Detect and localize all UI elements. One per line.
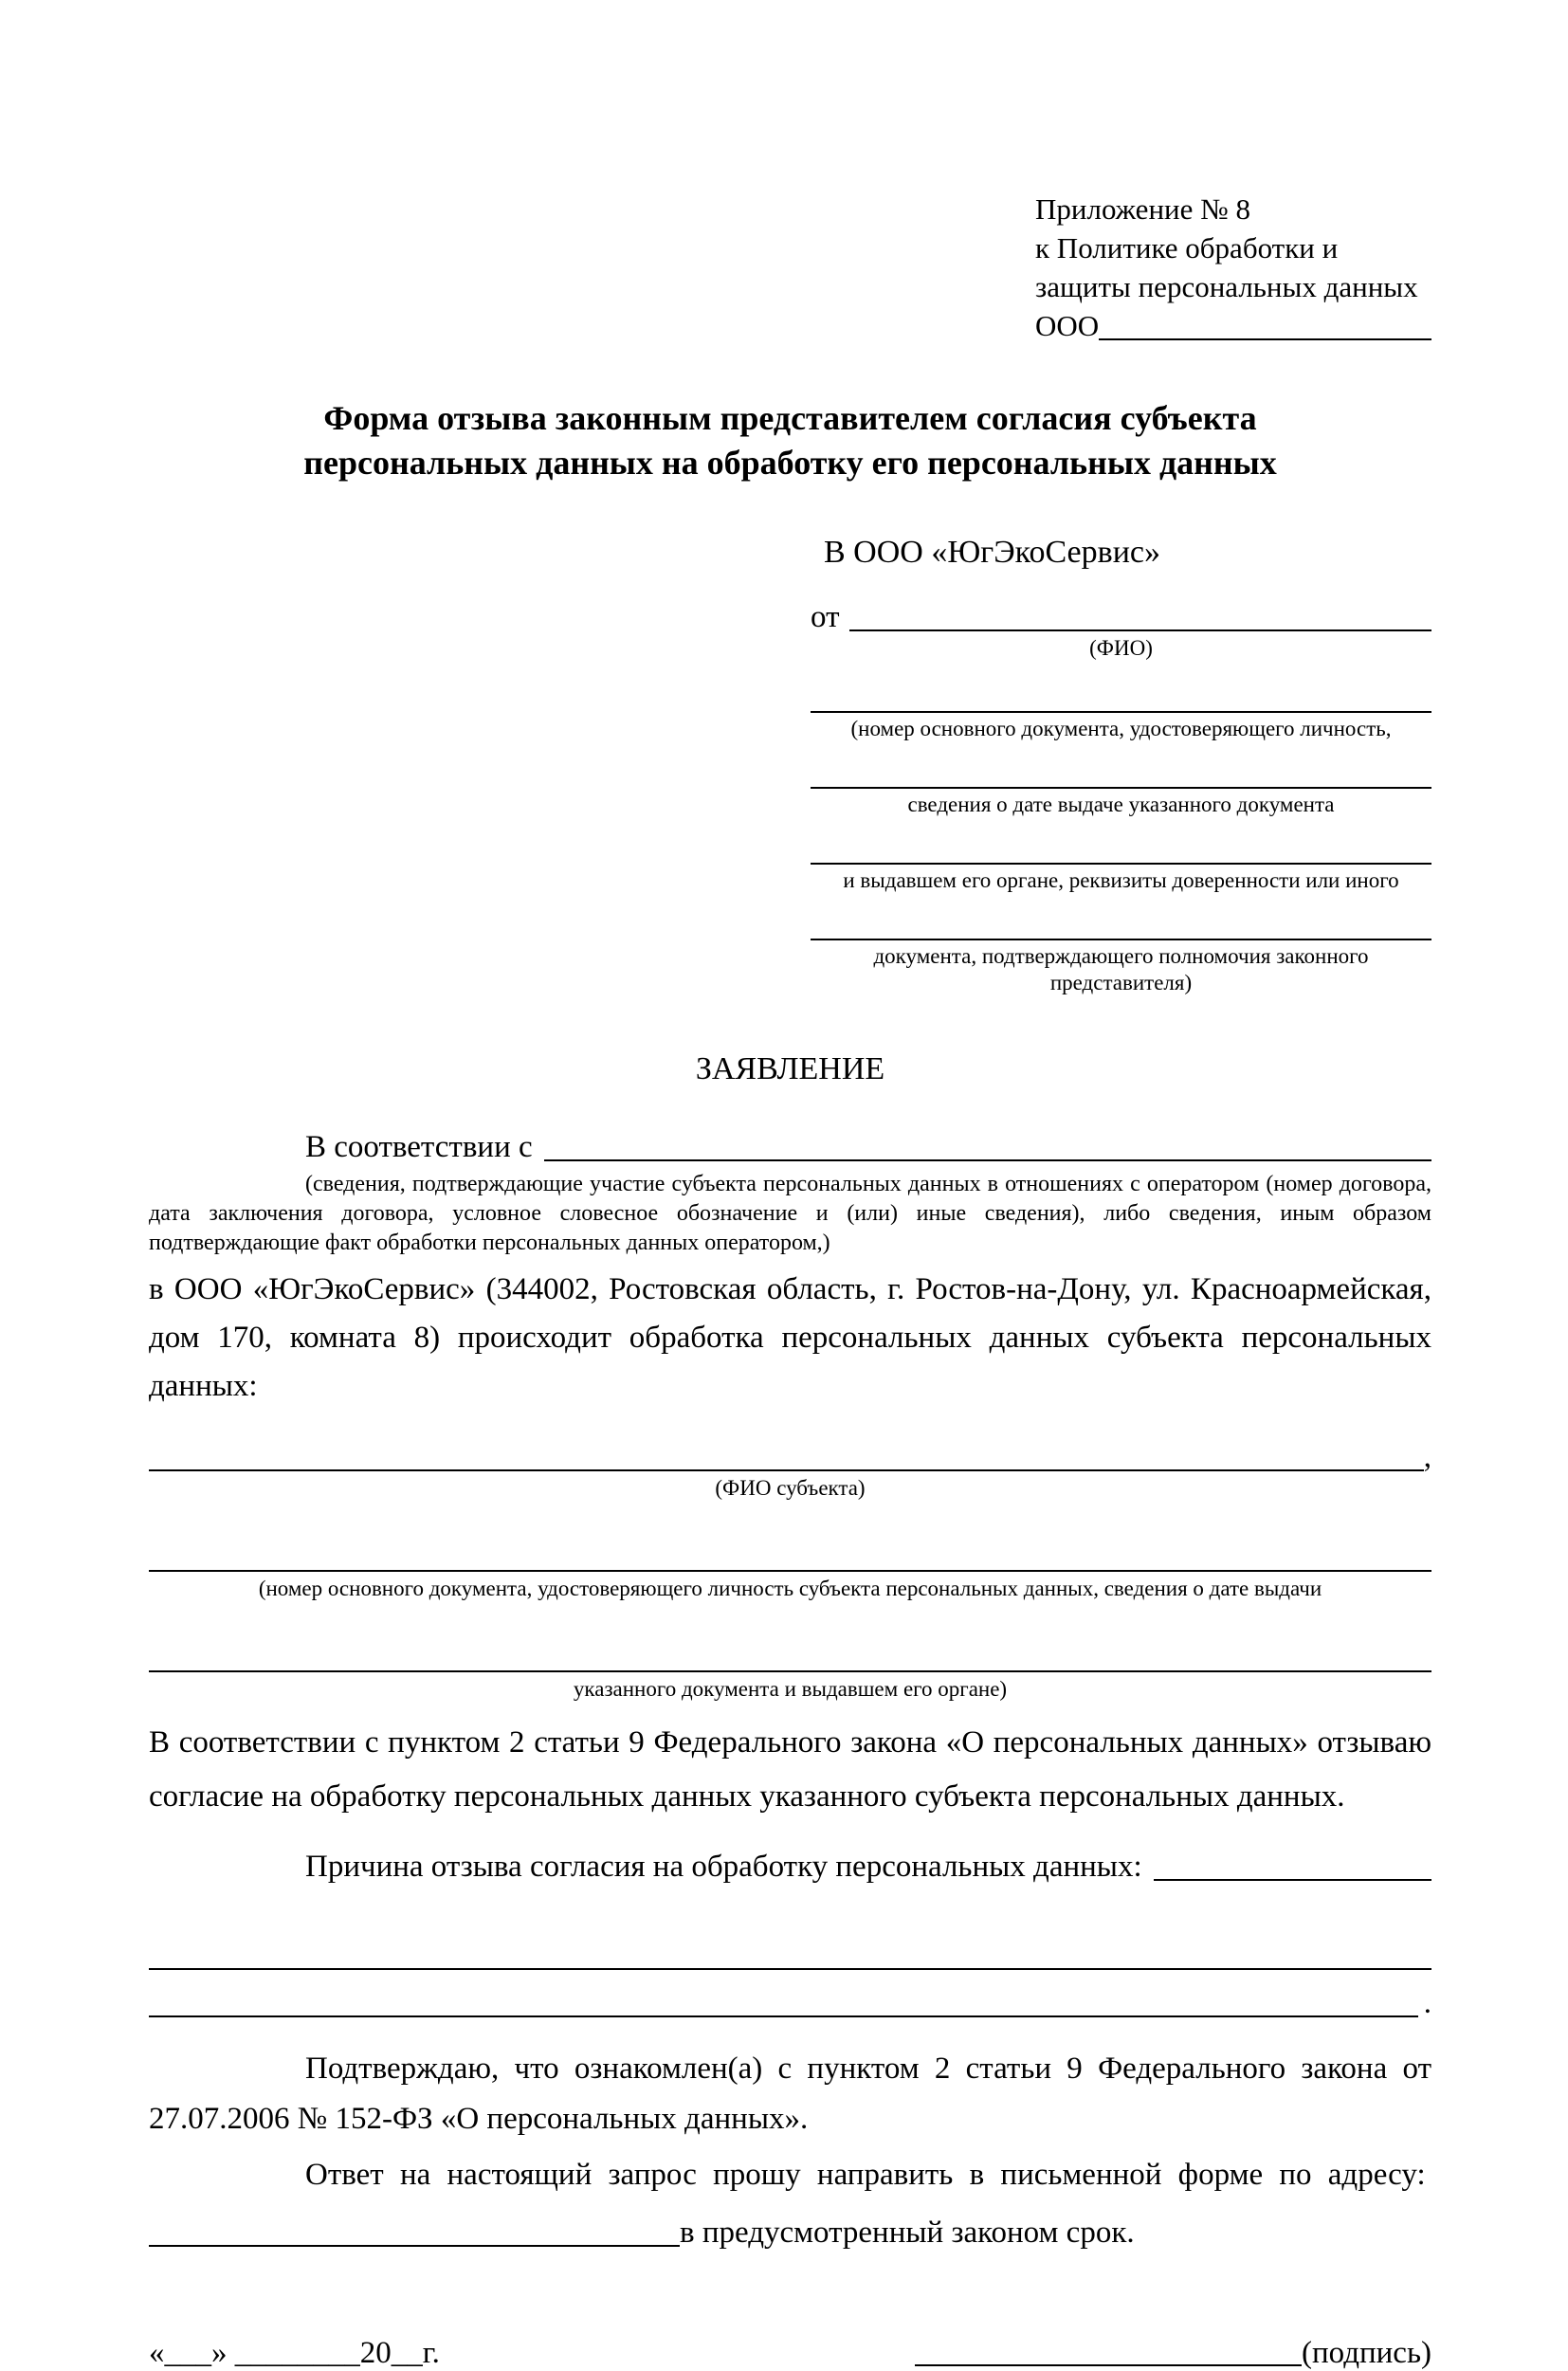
annex-block (1035, 190, 1431, 345)
doc-number-group (811, 675, 1431, 742)
confirm-paragraph: Подтверждаю, что ознакомлен(а) с пунктом 2 статьи 9 Федерального закона от 27.07.2006 № 152-ФЗ «О персональных данных». (149, 2052, 1431, 2136)
subject-doc-blank-line-2 (149, 1632, 1431, 1672)
reason-blank-line (1154, 1879, 1431, 1881)
statement-heading: ЗАЯВЛЕНИЕ (695, 1051, 885, 1086)
reason-blank-row-3 (149, 1979, 1431, 2021)
subject-fio-row (149, 1432, 1431, 1475)
reason-row (149, 1835, 1431, 1885)
reply-suffix: в предусмотренный законом срок. (680, 2216, 1135, 2250)
blank-caption: сведения о дате выдаче указанного документа (907, 793, 1335, 816)
accordance-blank-line (544, 1159, 1431, 1161)
blank-caption: (номер основного документа, удостоверяющего личность, (850, 717, 1392, 740)
trailing-comma: , (1423, 1440, 1431, 1474)
blank-line (811, 675, 1431, 713)
operator-paragraph: в ООО «ЮгЭкоСервис» (344002, Ростовская область, г. Ростов-на-Дону, ул. Красноармейская, дом 170, комната 8) происходит обработка персональных данных субъекта персональных данных: (149, 1272, 1431, 1403)
reason-label: Причина отзыва согласия на обработку персональных данных: (305, 1850, 1142, 1884)
blank-caption: и выдавшем его органе, реквизиты доверенности или иного (843, 868, 1399, 892)
doc-powers-group (811, 903, 1431, 996)
date-blank: «___» ________20__г. (149, 2336, 440, 2370)
from-label: от (811, 600, 840, 634)
reason-blank-line-2 (149, 1930, 1431, 1970)
subject-fio-caption: (ФИО субъекта) (715, 1476, 866, 1500)
document-title: Форма отзыва законным представителем согласия субъекта персональных данных на обработку его персональных данных (303, 399, 1277, 482)
ooo-blank-line (1099, 338, 1431, 340)
blank-caption: документа, подтверждающего полномочия законного представителя) (873, 944, 1369, 994)
footnote-text: (сведения, подтверждающие участие субъекта персональных данных в отношениях с оператором (номер договора, дата заключения договора, условное словесное обозначение и (или) иные сведения), либо сведения, иным образом подтверждающие факт обработки персональных данных оператором,) (149, 1172, 1431, 1255)
annex-line: к Политике обработки и (1035, 231, 1339, 264)
reply-address-blank-line (149, 2245, 680, 2247)
from-row (811, 593, 1431, 635)
addressee-block (811, 535, 1431, 996)
footer (149, 2336, 1431, 2371)
reply-paragraph: Ответ на настоящий запрос прошу направить в письменной форме по адресу: (305, 2158, 1426, 2192)
signature-blank-line (915, 2364, 1302, 2366)
doc-issue-date-group (811, 751, 1431, 818)
reason-blank-line-3 (149, 2015, 1418, 2017)
doc-authority-group (811, 827, 1431, 894)
withdrawal-paragraph: В соответствии с пунктом 2 статьи 9 Федерального закона «О персональных данных» отзываю согласие на обработку персональных данных указанного субъекта персональных данных. (149, 1725, 1431, 1814)
subject-doc-caption-1: (номер основного документа, удостоверяющего личность субъекта персональных данных, сведения о дате выдачи (258, 1577, 1322, 1600)
accordance-row (149, 1122, 1431, 1165)
accordance-label: В соответствии с (305, 1130, 533, 1164)
signature-block (915, 2336, 1431, 2371)
blank-line (811, 827, 1431, 865)
blank-line (811, 903, 1431, 940)
subject-fio-blank-line (149, 1469, 1424, 1471)
subject-doc-blank-line (149, 1532, 1431, 1572)
annex-line: защиты персональных данных (1035, 270, 1418, 303)
ooo-label: ООО (1035, 309, 1100, 342)
trailing-period: . (1423, 1986, 1431, 2020)
annex-ooo-line (1035, 306, 1431, 345)
blank-line (811, 751, 1431, 789)
reply-address-row (149, 2199, 1431, 2251)
addressee-company: В ООО «ЮгЭкоСервис» (824, 535, 1160, 570)
signature-caption: (подпись) (1302, 2336, 1431, 2370)
fio-caption: (ФИО) (1089, 636, 1153, 660)
subject-doc-caption-2: указанного документа и выдавшем его органе) (573, 1677, 1008, 1701)
annex-line: Приложение № 8 (1035, 192, 1250, 226)
from-blank-line (849, 629, 1432, 631)
